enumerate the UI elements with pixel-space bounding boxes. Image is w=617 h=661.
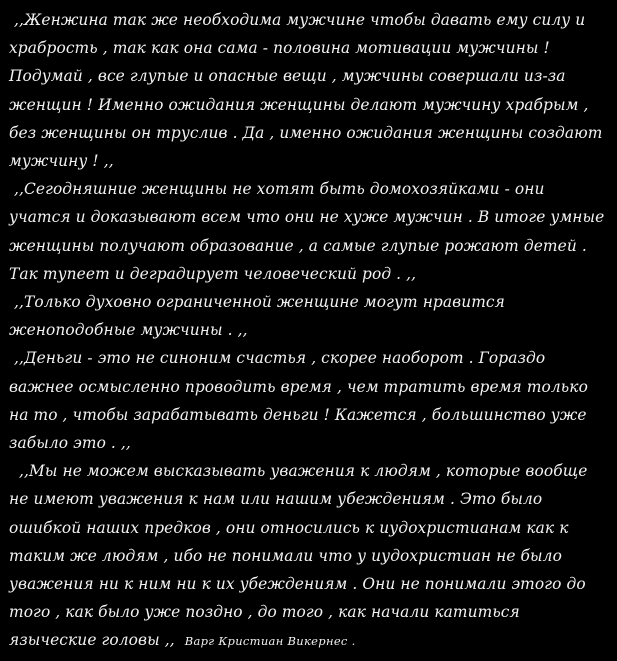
quote-2: ,,Сегодняшние женщины не хотят быть домохозяйками - они учатся и доказывают всем что они не хуже мужчин . В итоге умные женщины получают образование , а самые глупые рожают детей . Так тупеет и деградирует человеческий род . ,, [9, 180, 610, 283]
quote-3: ,,Только духовно ограниченной женщине могут нравится женоподобные мужчины . ,, [9, 293, 510, 340]
quote-1: ,,Женжина так же необходима мужчине чтобы давать ему силу и храбрость , так как она сама - половина мотивации мужчины ! Подумай , все глупые и опасные вещи , мужчины совершали из-за женщин ! Именно ожидания женщины делают мужчину храбрым , без женщины он труслив . Да , именно ожидания женщины создают мужчину ! ,, [9, 11, 608, 171]
quote-4: ,,Деньги - это не синоним счастья , скорее наоборот . Гораздо важнее осмысленно проводить время , чем тратить время только на то , чтобы зарабатывать деньги ! Кажется , большинство уже забыло это . ,, [9, 349, 593, 453]
author-signature: Варг Кристиан Викернес . [184, 634, 356, 649]
quote-text-block [9, 6, 609, 656]
quote-5 [9, 457, 609, 655]
quote-5-text: ,,Мы не можем высказывать уважения к людям , которые вообще не имеют уважения к нам или нашим убеждениям . Это было ошибкой наших предков , они относились к иудохристианам как к таким же людям , ибо не понимали что у иудохристиан не было уважения ни к ним ни к их убеждениям . Они не понимали этого до того , как было уже поздно , до того , как начали катиться языческие головы ,, [9, 462, 593, 650]
